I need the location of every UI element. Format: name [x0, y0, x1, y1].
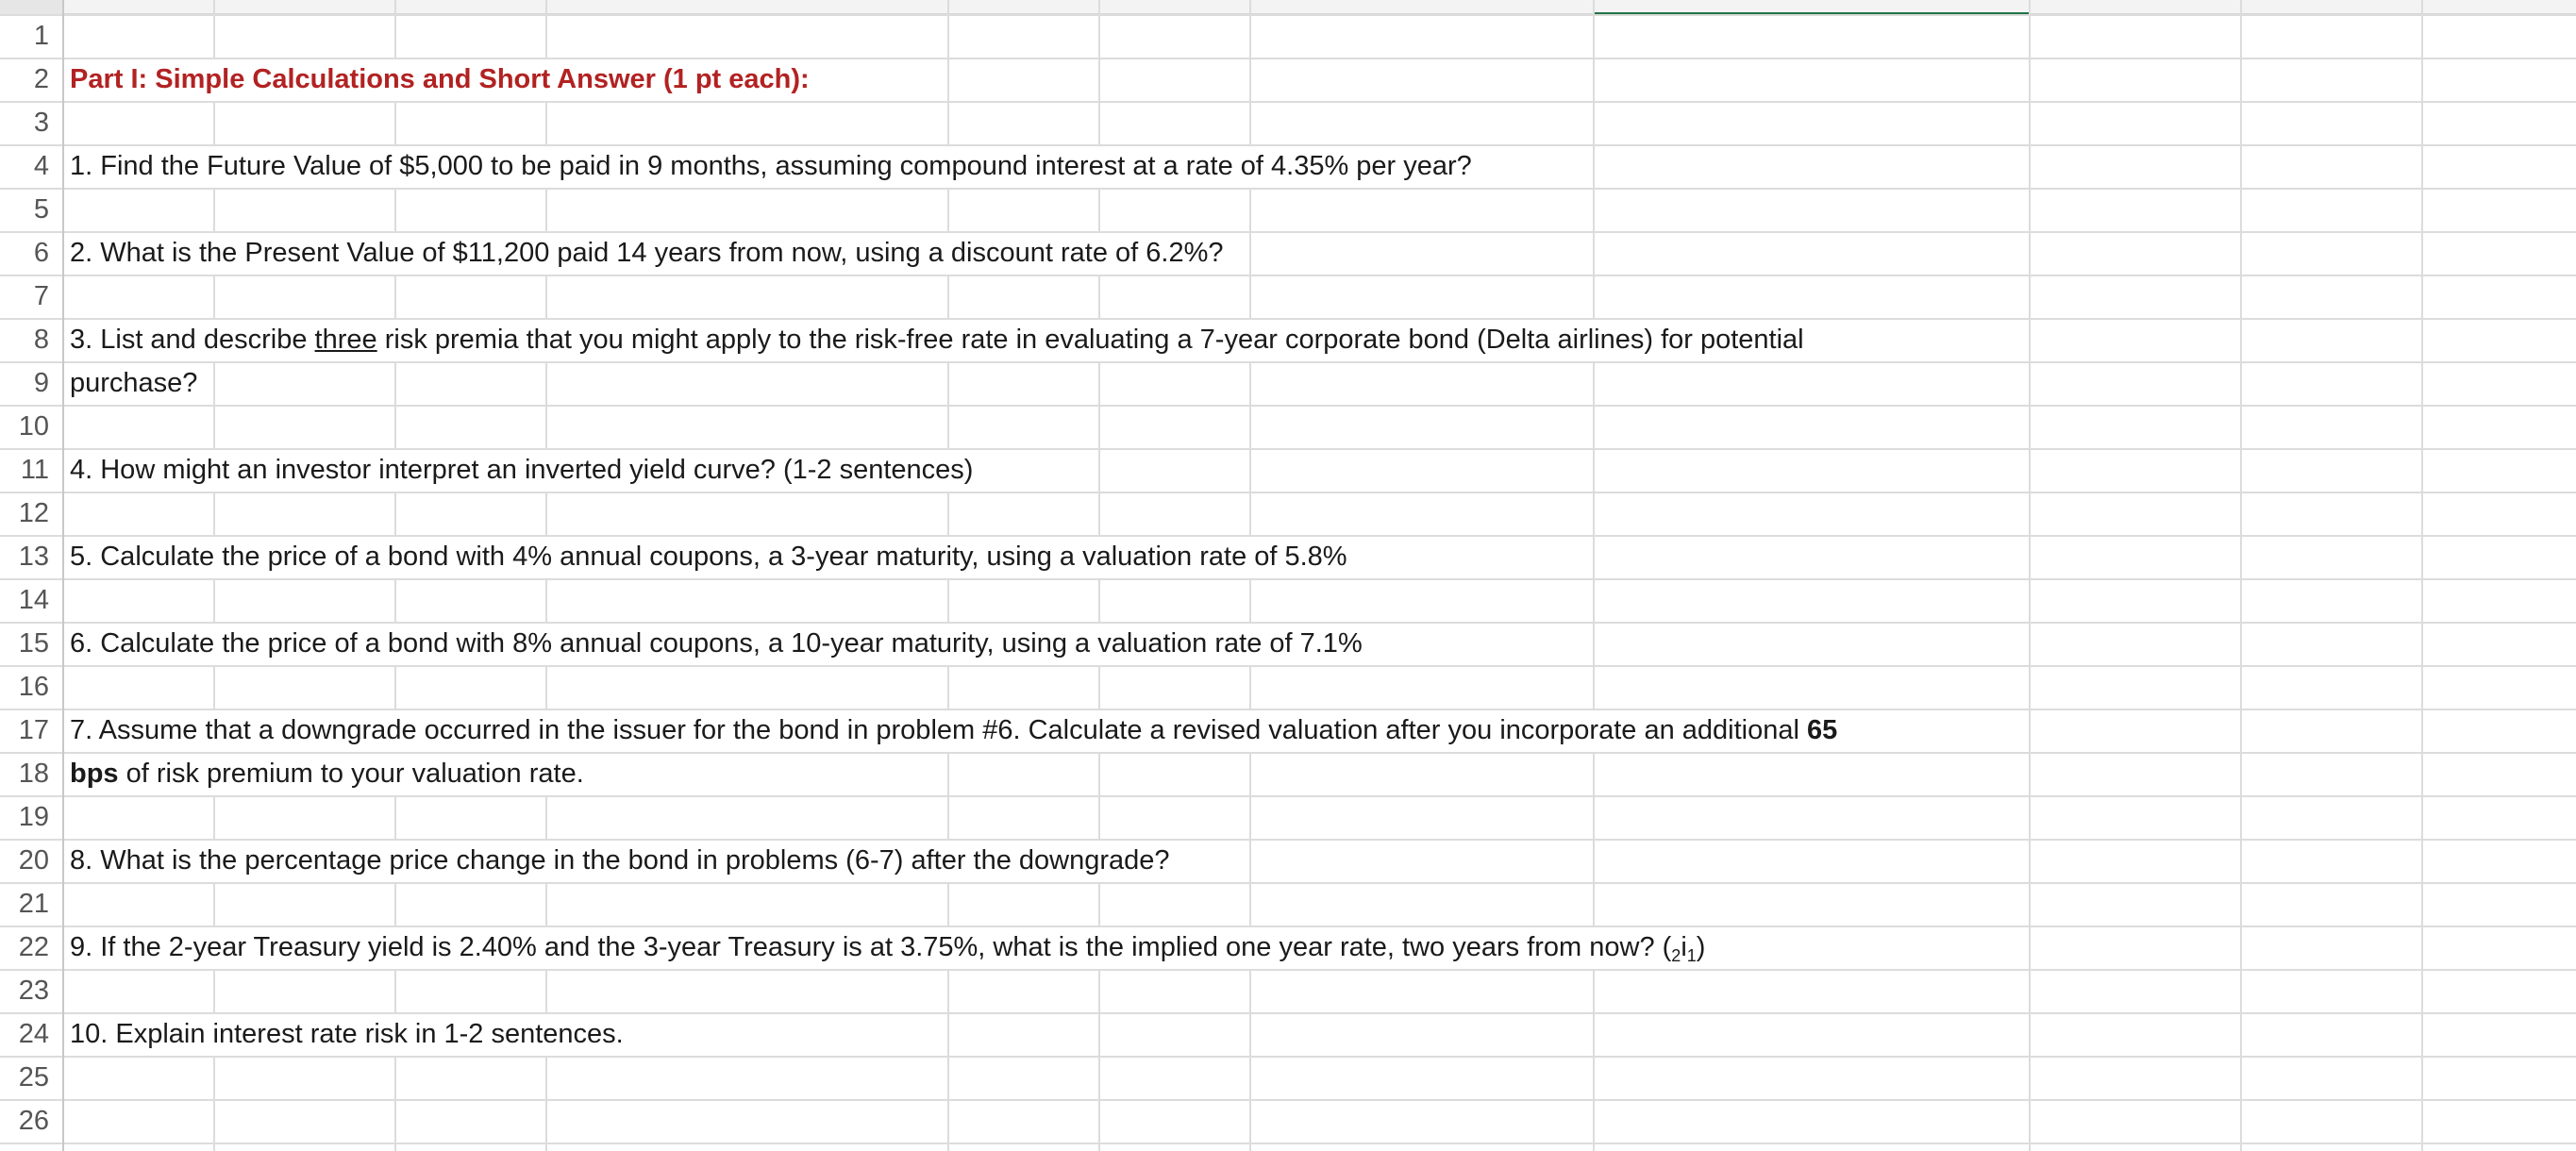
- question-1-cell[interactable]: 1. Find the Future Value of $5,000 to be paid in 9 months, assuming compound interest at a rate of 4.35% per year?: [70, 151, 1472, 181]
- row-gridline: [0, 665, 2576, 667]
- column-gridline: [2029, 0, 2031, 1151]
- question-3-text-end: risk premia that you might apply to the risk-free rate in evaluating a 7-year corporate bond (Delta airlines) for potential: [376, 325, 1804, 355]
- row-gridline: [0, 188, 2576, 190]
- row-gridline: [0, 578, 2576, 580]
- row-number[interactable]: 14: [18, 585, 49, 615]
- column-gridline: [2421, 0, 2423, 1151]
- row-number[interactable]: 24: [18, 1019, 49, 1049]
- question-3-cell[interactable]: [70, 319, 1804, 361]
- row-number[interactable]: 25: [18, 1062, 49, 1093]
- row-number[interactable]: 2: [33, 64, 49, 94]
- row-number[interactable]: 26: [18, 1106, 49, 1136]
- question-2-cell[interactable]: 2. What is the Present Value of $11,200 paid 14 years from now, using a discount rate of 6.2%?: [70, 238, 1224, 268]
- question-7-cell[interactable]: [70, 709, 1837, 752]
- row-number[interactable]: 12: [18, 498, 49, 528]
- row-number[interactable]: 9: [33, 368, 49, 398]
- row-number[interactable]: 16: [18, 672, 49, 702]
- question-4-cell[interactable]: 4. How might an investor interpret an inverted yield curve? (1-2 sentences): [70, 455, 974, 485]
- question-9-close-paren: ): [1696, 932, 1706, 962]
- question-7-text: 7. Assume that a downgrade occurred in the issuer for the bond in problem #6. Calculate a revised valuation after you incorporate an additional: [70, 715, 1807, 745]
- row-number[interactable]: 11: [20, 455, 49, 485]
- row-number[interactable]: 21: [18, 889, 49, 919]
- row-gridline: [0, 795, 2576, 797]
- row-gridline: [0, 1099, 2576, 1101]
- row-gridline: [0, 492, 2576, 493]
- row-number[interactable]: 1: [33, 21, 49, 51]
- question-7-bold-unit: bps: [70, 759, 119, 789]
- select-all-corner[interactable]: [0, 0, 62, 15]
- row-number[interactable]: 19: [18, 802, 49, 832]
- sheet-title-cell[interactable]: Part I: Simple Calculations and Short Answer (1 pt each):: [70, 64, 810, 94]
- row-number[interactable]: 7: [33, 281, 49, 311]
- question-7-continuation[interactable]: [70, 753, 584, 795]
- question-5-cell[interactable]: 5. Calculate the price of a bond with 4% annual coupons, a 3-year maturity, using a valuation rate of 5.8%: [70, 542, 1347, 572]
- row-number[interactable]: 18: [18, 759, 49, 789]
- column-header-strip: [0, 0, 2576, 15]
- row-number[interactable]: 8: [33, 325, 49, 355]
- row-gridline: [0, 1143, 2576, 1144]
- row-number[interactable]: 22: [18, 932, 49, 962]
- row-gridline: [0, 361, 2576, 363]
- question-3-text-start: 3. List and describe: [70, 325, 315, 355]
- row-number[interactable]: 4: [33, 151, 49, 181]
- question-9-rate-symbol: i: [1681, 932, 1687, 962]
- question-9-cell[interactable]: [70, 926, 1705, 969]
- question-10-cell[interactable]: 10. Explain interest rate risk in 1-2 sentences.: [70, 1019, 624, 1049]
- column-gridline: [1593, 0, 1595, 1151]
- row-number[interactable]: 20: [18, 845, 49, 876]
- row-gridline: [0, 101, 2576, 103]
- row-gridline: [0, 882, 2576, 884]
- row-number[interactable]: 13: [18, 542, 49, 572]
- row-gridline: [0, 405, 2576, 407]
- question-9-text: 9. If the 2-year Treasury yield is 2.40% and the 3-year Treasury is at 3.75%, what is the implied one year rate, two years from now? (: [70, 932, 1672, 962]
- question-7-bold-number: 65: [1807, 715, 1838, 745]
- row-gridline: [0, 14, 2576, 16]
- question-9-subscript-right: 1: [1686, 946, 1697, 965]
- row-number[interactable]: 6: [33, 238, 49, 268]
- row-gridline: [0, 275, 2576, 276]
- question-3-emphasis: three: [314, 325, 377, 355]
- column-gridline: [2240, 0, 2242, 1151]
- question-6-cell[interactable]: 6. Calculate the price of a bond with 8% annual coupons, a 10-year maturity, using a valuation rate of 7.1%: [70, 628, 1363, 659]
- question-9-subscript-left: 2: [1671, 946, 1681, 965]
- row-number[interactable]: 3: [33, 108, 49, 138]
- question-7-text-end: of risk premium to your valuation rate.: [118, 759, 584, 789]
- row-gridline: [0, 1056, 2576, 1058]
- row-number[interactable]: 23: [18, 976, 49, 1006]
- row-gridline: [0, 969, 2576, 971]
- question-3-continuation[interactable]: purchase?: [70, 368, 198, 398]
- question-8-cell[interactable]: 8. What is the percentage price change in the bond in problems (6-7) after the downgrade?: [70, 845, 1170, 876]
- row-number[interactable]: 17: [18, 715, 49, 745]
- row-number[interactable]: 5: [33, 194, 49, 225]
- row-number[interactable]: 15: [18, 628, 49, 659]
- row-number[interactable]: 10: [18, 411, 49, 442]
